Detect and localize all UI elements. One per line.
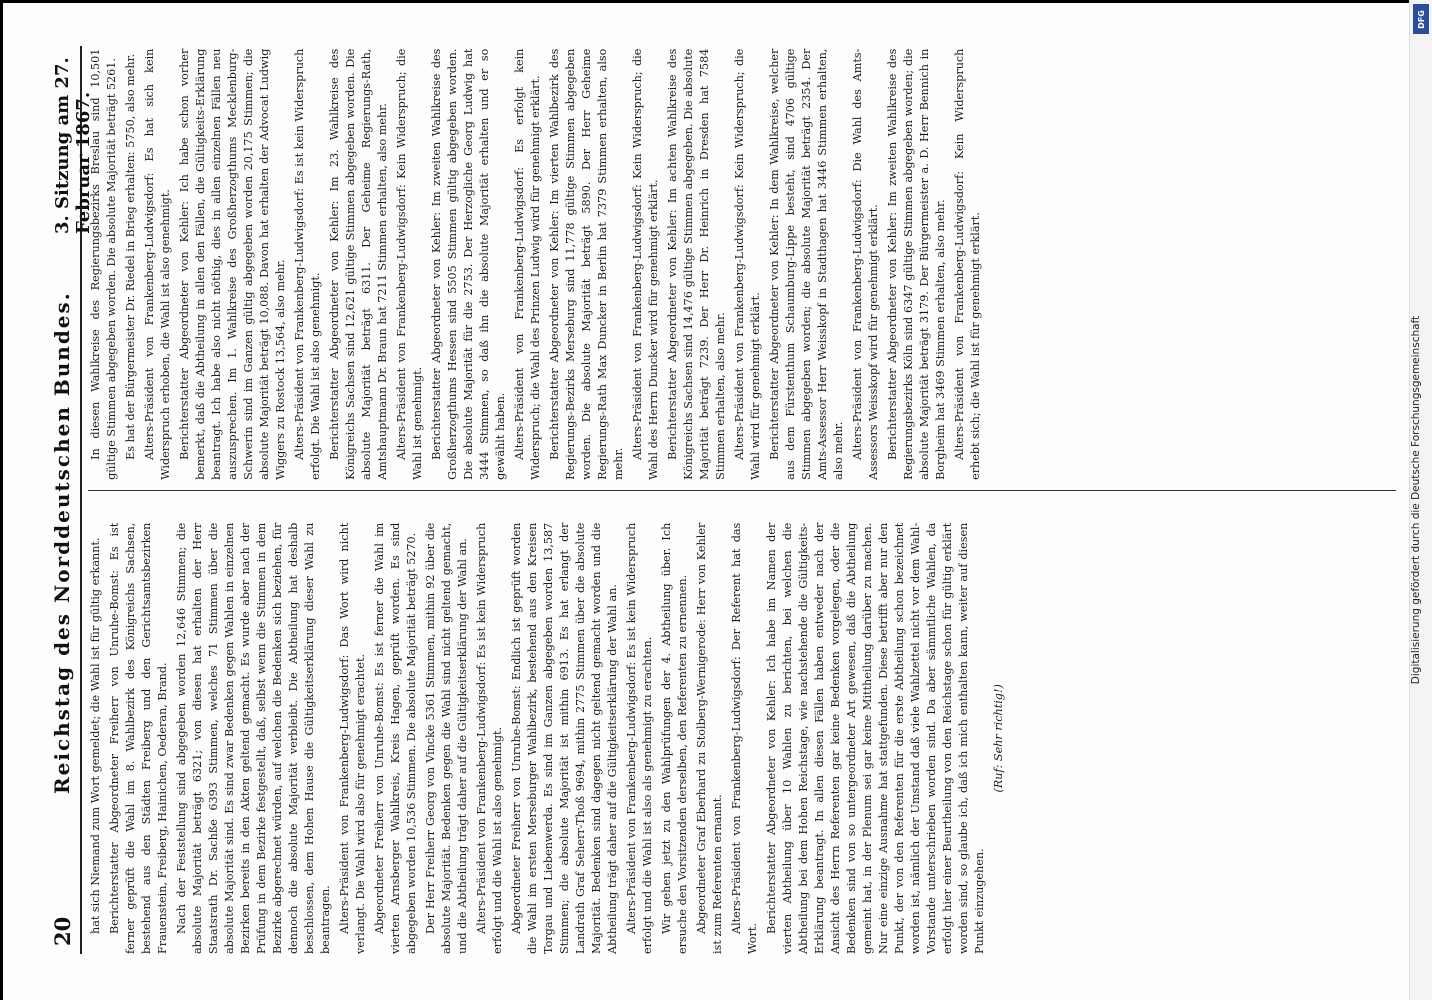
paragraph: Es hat der Bürgermeister Dr. Riedel in Brieg erhalten: 5750, also mehr. xyxy=(124,53,137,460)
paragraph: Alters-Präsident von Frankenberg-Ludwigsdorf: Kein Widerspruch; die Wahl wird für genehmigt erklärt. xyxy=(733,48,762,480)
paragraph: Alters-Präsident von Frankenberg-Ludwigsdorf: Kein Widerspruch erhebt sich; die Wahl ist für genehmigt erklärt. xyxy=(953,48,982,480)
paragraph: Berichterstatter Abgeordneter von Kehler: Ich habe schon vorher bemerkt, daß die Abtheilung in allen den Fällen, die Gültigkeits-Erklärung beantragt. Ich habe also nicht nöthig, dies in allen einzelnen Fällen neu auszusprechen. Im 1. Wahlkreise des Großherzogthums Mecklenburg-Schwerin sind im Ganzen gültig abgegeben worden 20,175 Stimmen; die absolute Majorität beträgt 10,088. Davon hat erhalten der Advocat Ludwig Wiggers zu Rostock 13,564, also mehr. xyxy=(178,48,287,480)
paragraph: Abgeordneter Freiherr von Unruhe-Bomst: Endlich ist geprüft worden die Wahl im ersten Merseburger Wahlbezirk, bestehend aus den Kreisen Torgau und Liebenwerda. Es sind im Ganzen abgegeben worden 13,587 Stimmen; die absolute Majorität ist mithin 6913. Es hat erlangt der Landrath Graf Seherr-Thoß 9694, mithin 2775 Stimmen über die absolute Majorität. Bedenken sind dagegen nicht geltend gemacht worden und die Abtheilung trägt daher auf die Gültigkeitserklärung der Wahl an. xyxy=(510,522,619,954)
paragraph: Alters-Präsident von Frankenberg-Ludwigsdorf: Der Referent hat das Wort. xyxy=(730,522,759,954)
dfg-logo-icon xyxy=(1413,4,1429,34)
paragraph: Berichterstatter Abgeordneter von Kehler: Im zweiten Wahlkreise des Großherzogthums Hessen sind 5505 Stimmen gültig abgegeben worden. Die absolute Majorität für die 2753. Der Herzogliche Georg Ludwig hat 3444 Stimmen, so daß ihn die absolute Majorität erhalten und er so gewählt haben. xyxy=(430,48,507,480)
page-number: 20 xyxy=(50,916,75,946)
scan-border-top xyxy=(0,0,1410,3)
text-columns xyxy=(88,46,1396,954)
paragraph: Nach der Feststellung sind abgegeben worden 12,646 Stimmen; die absolute Majorität beträgt 6321; von diesen hat erhalten der Herr Staatsrath Dr. Sachße 6393 Stimmen, welches 71 Stimmen über die absolute Majorität sind. Es sind zwar Bedenken gegen Wahlen in einzelnen Bezirken bereits in den Akten geltend gemacht. Es wurde aber nach der Prüfung in dem Bezirke festgestellt, daß, selbst wenn die Stimmen in dem Bezirke abgerechnet würden, auf welchen die Bedenken sich beziehen, für dennoch die absolute Majorität verbleibt. Die Abtheilung hat deshalb beschlossen, dem Hohen Hause die Gültigkeitserklärung dieser Wahl zu beantragen. xyxy=(175,522,332,954)
rotated-document-page xyxy=(26,20,1406,980)
page-header xyxy=(46,46,94,954)
scan-border-left xyxy=(0,0,3,1000)
paragraph: Abgeordneter Graf Eberhard zu Stolberg-Wernigerode: Herr von Kehler ist zum Referenten ernannt. xyxy=(695,522,724,954)
paragraph: Berichterstatter Abgeordneter von Kehler: In dem Wahlkreise, welcher aus dem Fürstenthum Schaumburg-Lippe besteht, sind 4706 gültige Stimmen abgegeben worden; die absolute Majorität beträgt 2354. Der Amts-Assessor Herr Weisskopf in Stadthagen hat 3446 Stimmen erhalten, also mehr. xyxy=(768,48,845,480)
paragraph: Der Herr Freiherr Georg von Vincke 5361 Stimmen, mithin 92 über die absolute Majorität. Bedenken gegen die Wahl sind nicht geltend gemacht, und die Abtheilung trägt daher auf die Gültigkeitserklärung der Wahl an. xyxy=(424,522,469,954)
paragraph: Alters-Präsident von Frankenberg-Ludwigsdorf: Es erfolgt kein Widerspruch; die Wahl des Prinzen Ludwig wird für genehmigt erklärt. xyxy=(513,48,542,480)
paragraph: Berichterstatter Abgeordneter von Kehler: Im vierten Wahlbezirk des Regierungs-Bezirks Merseburg sind 11,778 gültige Stimmen abgegeben worden. Die absolute Majorität beträgt 5890. Der Herr Geheime Regierungs-Rath Max Duncker in Berlin hat 7379 Stimmen erhalten, also mehr. xyxy=(548,48,625,480)
column-right xyxy=(88,49,1396,491)
digitization-credit: Digitalisierung gefördert durch die Deutsche Forschungsgemeinschaft xyxy=(1410,315,1422,685)
paragraph: Alters-Präsident von Frankenberg-Ludwigsdorf: Kein Widerspruch; die Wahl des Herrn Duncker wird für genehmigt erklärt. xyxy=(631,48,660,480)
paragraph: Abgeordneter Freiherr von Unruhe-Bomst: Es ist ferner die Wahl im vierten Arnsberger Wahlkreis, Kreis Hagen, geprüft worden. Es sind abgegeben worden 10,536 Stimmen. Die absolute Majorität beträgt 5270. xyxy=(373,522,418,954)
paragraph: (Ruf: Sehr richtig!) xyxy=(992,684,1005,793)
session-title: 3. Sitzung am 27. Februar 1867. xyxy=(52,57,94,234)
running-title: Reichstag des Norddeutschen Bundes. xyxy=(50,291,74,794)
paragraph: Alters-Präsident von Frankenberg-Ludwigsdorf: Es ist kein Widerspruch erfolgt. Die Wahl ist also genehmigt. xyxy=(293,48,322,480)
column-left xyxy=(88,523,1396,954)
paragraph: Alters-Präsident von Frankenberg-Ludwigsdorf: Es ist kein Widerspruch erfolgt und die Wahl ist also genehmigt. xyxy=(475,522,504,954)
paragraph: Berichterstatter Abgeordneter von Kehler: Im achten Wahlkreise des Königreichs Sachsen sind 14,476 gültige Stimmen abgegeben. Die absolute Majorität beträgt 7239. Der Herr Dr. Heinrich in Dresden hat 7584 Stimmen erhalten, also mehr. xyxy=(666,48,727,480)
paragraph: Berichterstatter Abgeordneter von Kehler: Ich habe im Namen der vierten Abtheilung über 10 Wahlen zu berichten, bei welchen die Abtheilung bei dem Hohen Reichstage, wie nachstehende die Gültigkeits-Erklärung beantragt. In allen diesen Fällen haben entweder nach der Ansicht des Herrn Referenten gar keine Bedenken vorgelegen, oder die Bedenken sind von so untergeordneter Art gewesen, daß die Abtheilung gemeint hat, in der Plenum sei gar keine Mittheilung darüber zu machen. Nur eine einzige Ausnahme hat stattgefunden. Diese betrifft aber nur den Punkt, der von den Referenten für die erste Abtheilung schon bezeichnet worden ist, nämlich der Umstand daß viele Wahlzettel nicht vor dem Wahl-Vorstande unterschrieben worden sind. Da aber sämmtliche Wahlen, da erfolgt hier einer Beurtheilung von den Reichstage schon für gültig erklärt worden sind, so glaube ich, daß ich mich enthalten kann, weiter auf diesen Punkt einzugehen. xyxy=(765,522,986,954)
paragraph: Alters-Präsident von Frankenberg-Ludwigsdorf: Kein Widerspruch; die Wahl ist genehmigt. xyxy=(395,48,424,480)
paragraph: Alters-Präsident von Frankenberg-Ludwigsdorf: Das Wort wird nicht verlangt. Die Wahl wird also für genehmigt erachtet. xyxy=(338,522,367,954)
paragraph: Alters-Präsident von Frankenberg-Ludwigsdorf: Es ist kein Widerspruch erfolgt und die Wahl ist also als genehmigt zu erachten. xyxy=(625,522,654,954)
paragraph: Berichterstatter Abgeordneter von Kehler: Im 23. Wahlkreise des Königreichs Sachsen sind 12,621 gültige Stimmen abgegeben worden. Die absolute Majorität beträgt 6311. Der Geheime Regierungs-Rath, Amtshauptmann Dr. Braun hat 7211 Stimmen erhalten, also mehr. xyxy=(328,48,389,480)
paragraph: hat sich Niemand zum Wort gemeldet; die Wahl ist für gültig erkannt. xyxy=(89,537,102,934)
paragraph: Alters-Präsident von Frankenberg-Ludwigsdorf: Die Wahl des Amts-Assessors Weisskopf wird für genehmigt erklärt. xyxy=(851,48,880,480)
dfg-logo-text: DFG xyxy=(1416,9,1426,29)
paragraph: Wir gehen jetzt zu den Wahlprüfungen der 4. Abtheilung über. Ich ersuche den Vorsitzenden derselben, den Referenten zu ernennen. xyxy=(660,522,689,954)
paragraph: Berichterstatter Abgeordneter Freiherr von Unruhe-Bomst: Es ist ferner geprüft die Wahl im 8. Wahlbezirk des Königreichs Sachsen, bestehend aus den Städten Freiberg und den Gerichtsamtsbezirken Frauenstein, Freiberg, Hainichen, Oederan, Brand. xyxy=(108,522,169,954)
paragraph: Berichterstatter Abgeordneter von Kehler: Im zweiten Wahlkreise des Regierungsbezirks Köln sind 6347 gültige Stimmen abgegeben worden; die absolute Majorität beträgt 3179. Der Bürgermeister a. D. Herr Bennich in Borgheim hat 3469 Stimmen erhalten, also mehr. xyxy=(886,48,947,480)
paragraph: Alters-Präsident von Frankenberg-Ludwigsdorf: Es hat sich kein Widerspruch erhoben, die Wahl ist also genehmigt. xyxy=(143,48,172,480)
paragraph: In diesen Wahlkreise des Regierungsbezirks Breslau sind 10,501 gültige Stimmen abgegeben worden. Die absolute Majorität beträgt 5261. xyxy=(89,48,118,480)
